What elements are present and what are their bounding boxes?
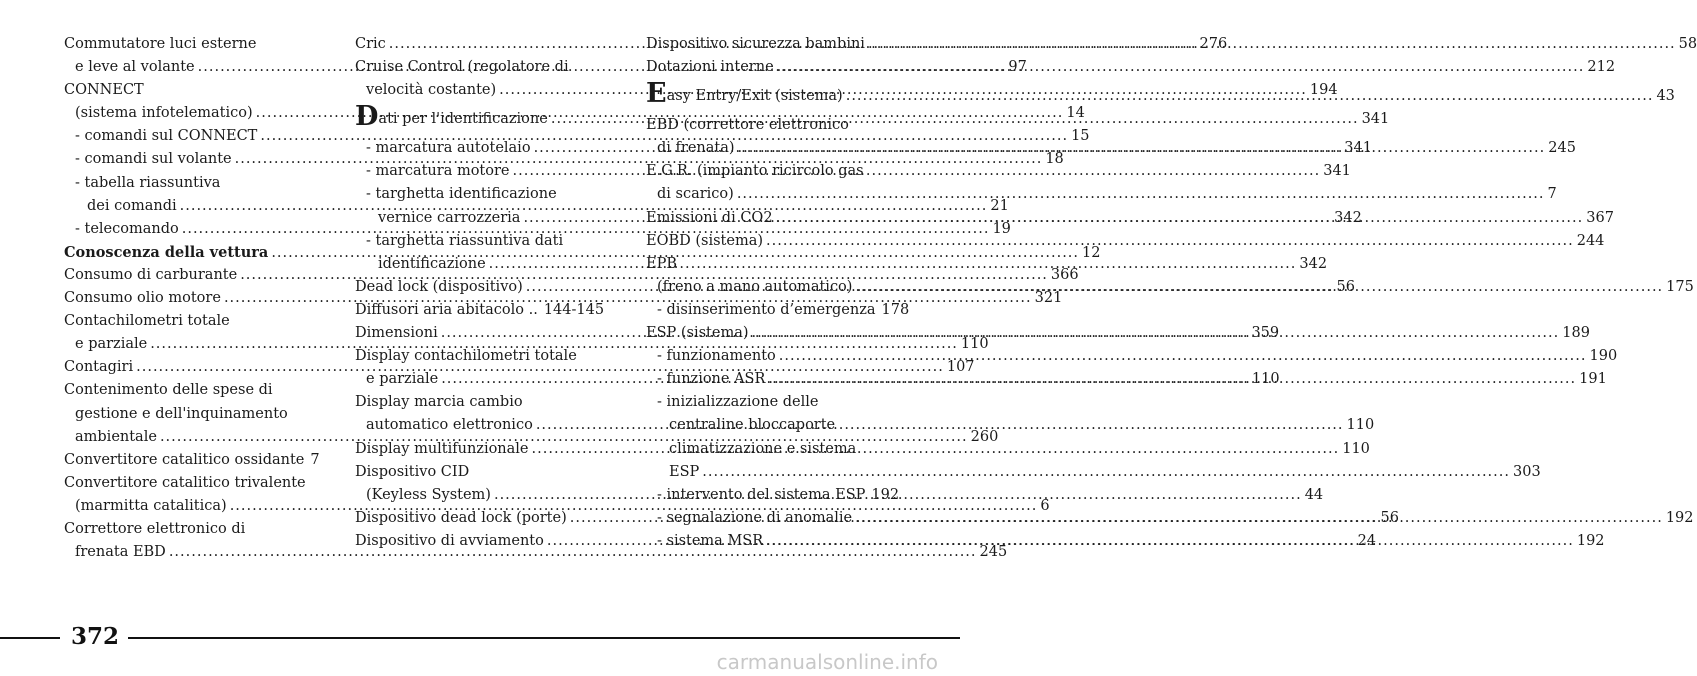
entry-label: Contenimento delle spese di: [64, 382, 273, 399]
entry-text: [75, 56, 195, 79]
entry-text: [355, 438, 529, 461]
entry-label: - disinserimento d’emergenza: [657, 301, 876, 318]
entry-text: [646, 114, 849, 137]
entry-label: Contagiri: [64, 359, 134, 376]
entry-text: [75, 125, 257, 148]
entry-text: [355, 530, 544, 553]
entry-text: [75, 102, 253, 125]
index-entry: [355, 299, 603, 322]
entry-text: [657, 137, 735, 160]
entry-text: [366, 137, 531, 160]
index-entry: [355, 391, 603, 414]
entry-label: centraline bloccaporte: [669, 417, 836, 434]
entry-label: - targhetta riassuntiva dati: [366, 232, 564, 249]
entry-label: (marmitta catalitica): [75, 497, 227, 514]
entry-label: Display multifunzionale: [355, 440, 529, 457]
entry-page-number: 245: [1548, 140, 1576, 157]
index-entry: [646, 414, 894, 437]
entry-text: [657, 345, 776, 368]
entry-text: [646, 207, 773, 230]
entry-label: Emissioni di CO2: [646, 209, 773, 226]
entry-page-number: 244: [1576, 232, 1605, 249]
entry-text: [646, 160, 864, 183]
leader-dots: [738, 137, 1546, 160]
leader-dots: [766, 530, 1574, 553]
entry-page-number: 175: [1666, 278, 1694, 295]
entry-page-number: 110: [1251, 371, 1280, 388]
index-entry: [64, 172, 315, 195]
entry-label: Consumo olio motore: [64, 290, 221, 307]
entry-page-number: 342: [1299, 255, 1328, 272]
entry-label: - telecomando: [75, 220, 179, 237]
entry-label: - intervento del sistema ESP: [657, 486, 866, 503]
entry-text: [64, 79, 144, 102]
entry-label: Dispositivo sicurezza bambini: [646, 36, 865, 52]
entry-text: [355, 276, 523, 299]
entry-label: ESP (sistema): [646, 325, 749, 342]
entry-page-number: 321: [1034, 290, 1063, 307]
entry-label: frenata EBD: [75, 544, 166, 561]
leader-dots: [855, 507, 1663, 530]
entry-label: identificazione: [378, 255, 486, 272]
entry-page-number: 56: [1380, 509, 1399, 526]
entry-page-number: 192: [871, 486, 900, 503]
entry-page-number: 144-145: [543, 301, 605, 318]
entry-text: [366, 79, 496, 102]
leader-dots: [846, 79, 1654, 114]
leader-dots: [768, 368, 1576, 391]
entry-label: Cric: [355, 36, 386, 52]
entry-text: [355, 322, 438, 345]
entry-text: [657, 530, 763, 553]
entry-page-number: 245: [979, 544, 1008, 561]
entry-label: gestione e dell'inquinamento: [75, 405, 288, 422]
entry-label: - inizializzazione delle: [657, 394, 819, 411]
entry-label: - funzione ASR: [657, 371, 766, 388]
entry-label: - funzionamento: [657, 348, 776, 365]
index-entry: [64, 541, 1008, 564]
index-entry: [355, 56, 603, 79]
entry-label: vernice carrozzeria: [378, 209, 521, 226]
entry-text: [646, 79, 843, 114]
entry-page-number: 44: [1304, 486, 1324, 503]
entry-text: [657, 183, 734, 206]
entry-label: E.G.R. (impianto ricircolo gas: [646, 163, 864, 180]
entry-text: [355, 299, 538, 322]
leader-dots: [779, 345, 1587, 368]
leader-dots: [737, 183, 1545, 206]
entry-page-number: 107: [946, 359, 975, 376]
entry-label: dei comandi: [87, 197, 177, 214]
entry-label: Display marcia cambio: [355, 394, 523, 411]
entry-label: di frenata): [657, 140, 735, 157]
entry-page-number: 341: [1361, 111, 1390, 128]
entry-text: [355, 345, 577, 368]
entry-label: e parziale: [366, 371, 439, 388]
entry-page-number: 212: [1587, 59, 1616, 76]
entry-page-number: 192: [1576, 532, 1605, 549]
entry-text: [657, 276, 852, 299]
entry-label: Dispositivo dead lock (porte): [355, 509, 567, 526]
leader-dots: [702, 461, 1510, 484]
entry-label: Dimensioni: [355, 325, 438, 342]
entry-text: [355, 391, 523, 414]
entry-label: - tabella riassuntiva: [75, 174, 221, 191]
entry-label: CONNECT: [64, 82, 144, 99]
index-entry: [64, 403, 315, 426]
entry-text: [75, 403, 288, 426]
entry-label: ati per l'identificazione: [378, 111, 548, 128]
entry-label: asy Entry/Exit (sistema): [666, 88, 843, 105]
entry-label: - marcatura motore: [366, 163, 510, 180]
entry-text: [75, 218, 179, 241]
entry-text: [355, 461, 469, 484]
entry-label: - comandi sul CONNECT: [75, 128, 258, 145]
entry-text: [64, 33, 256, 56]
entry-text: [646, 322, 749, 345]
entry-page-number: 276: [1199, 36, 1228, 52]
entry-text: [64, 287, 221, 310]
entry-label: Cruise Control (regolatore di: [355, 59, 569, 76]
entry-page-number: 43: [1656, 88, 1675, 105]
entry-label: (Keyless System): [366, 486, 491, 503]
entry-page-number: 24: [1357, 532, 1377, 549]
entry-text: [378, 253, 486, 276]
entry-text: [64, 356, 133, 379]
entry-page-number: 366: [1050, 266, 1079, 283]
index-entry: [355, 461, 603, 484]
index-entry: [646, 253, 894, 276]
watermark: carmanualsonline.info: [716, 650, 938, 674]
entry-page-number: 192: [1665, 509, 1694, 526]
entry-page-number: 191: [1579, 371, 1607, 388]
entry-text: [64, 449, 304, 472]
entry-label: EBD (correttore elettronico: [646, 117, 849, 134]
entry-label: e parziale: [75, 336, 148, 353]
entry-label: Diffusori aria abitacolo ..: [355, 301, 538, 318]
index-entry: [646, 160, 894, 183]
index-entry: [64, 79, 315, 102]
entry-label: di scarico): [657, 186, 734, 203]
entry-text: [75, 148, 232, 171]
index-entry: [646, 484, 900, 507]
entry-label: Commutatore luci esterne: [64, 36, 257, 52]
entry-text: [366, 160, 510, 183]
entry-page-number: 58: [1678, 36, 1697, 52]
entry-label: Dotazioni interne: [646, 59, 774, 76]
drop-initial: E: [646, 78, 667, 110]
entry-page-number: 6: [1040, 497, 1050, 514]
entry-text: [64, 310, 230, 333]
footer-rule-right: [128, 637, 960, 639]
leader-dots: [868, 33, 1676, 56]
entry-text: [669, 438, 856, 461]
entry-page-number: 12: [1082, 244, 1101, 261]
entry-label: ambientale: [75, 428, 157, 445]
leader-dots: [855, 276, 1663, 299]
index-entry: [64, 518, 315, 541]
entry-label: EOBD (sistema): [646, 232, 763, 249]
entry-page-number: 21: [990, 197, 1009, 214]
entry-page-number: 19: [992, 220, 1011, 237]
index-entry: [64, 33, 315, 56]
entry-text: [355, 507, 567, 530]
entry-text: [646, 33, 865, 56]
index-entry: [355, 345, 603, 368]
entry-text: [669, 461, 699, 484]
entry-label: climatizzazione e sistema: [669, 440, 857, 457]
entry-page-number: 342: [1334, 209, 1362, 226]
entry-page-number: 15: [1071, 128, 1090, 145]
entry-text: [366, 183, 557, 206]
entry-label: Consumo di carburante: [64, 266, 238, 283]
entry-label: Dispositivo CID: [355, 463, 470, 480]
entry-page-number: 110: [1346, 417, 1375, 434]
entry-page-number: 303: [1513, 463, 1541, 480]
entry-text: [75, 426, 157, 449]
entry-page-number: 178: [881, 301, 910, 318]
leader-dots: [777, 56, 1585, 79]
entry-text: [75, 172, 220, 195]
entry-label: - marcatura autotelaio: [366, 140, 531, 157]
entry-page-number: 56: [1336, 278, 1355, 295]
entry-text: [355, 56, 569, 79]
entry-label: Convertitore catalitico trivalente: [64, 474, 306, 491]
entry-label: Correttore elettronico di: [64, 520, 246, 537]
entry-page-number: 341: [1323, 163, 1351, 180]
leader-dots: [766, 230, 1574, 253]
entry-label: Display contachilometri totale: [355, 348, 577, 365]
entry-text: [646, 230, 763, 253]
entry-label: - targhetta identificazione: [366, 186, 557, 203]
drop-initial: D: [355, 101, 379, 133]
entry-text: [64, 379, 273, 402]
entry-label: automatico elettronico: [366, 417, 533, 434]
entry-page-number: 14: [1066, 105, 1085, 122]
entry-label: velocità costante): [366, 82, 497, 99]
entry-label: e leve al volante: [75, 59, 195, 76]
entry-text: [366, 414, 533, 437]
entry-text: [657, 391, 819, 414]
entry-text: [355, 33, 386, 56]
entry-text: [64, 241, 268, 264]
entry-page-number: 97: [1008, 59, 1027, 76]
entry-label: (freno a mano automatico): [657, 278, 853, 295]
entry-page-number: 194: [1309, 82, 1338, 99]
entry-page-number: 359: [1251, 325, 1280, 342]
entry-label: Convertitore catalitico ossidante: [64, 451, 305, 468]
entry-label: Dead lock (dispositivo): [355, 278, 523, 295]
entry-text: [64, 264, 237, 287]
entry-text: [75, 495, 227, 518]
entry-page-number: 110: [960, 336, 989, 353]
entry-label: (sistema infotelematico): [75, 105, 253, 122]
index-entry: [646, 114, 894, 137]
leader-dots: [513, 160, 1321, 183]
entry-label: - sistema MSR: [657, 532, 764, 549]
index-entry: [64, 310, 315, 333]
index-entry: [646, 438, 894, 461]
entry-label: ESP: [669, 463, 700, 480]
entry-text: [378, 207, 520, 230]
entry-text: [64, 518, 245, 541]
entry-text: [646, 56, 774, 79]
entry-label: Contachilometri totale: [64, 313, 230, 330]
entry-label: EPB: [646, 255, 677, 272]
entry-page-number: 190: [1589, 348, 1618, 365]
index-entry: [355, 183, 603, 206]
entry-text: [64, 472, 306, 495]
entry-text: [657, 507, 852, 530]
entry-page-number: 18: [1045, 151, 1064, 168]
entry-text: [87, 195, 177, 218]
entry-text: [657, 368, 765, 391]
page-number: 372: [70, 623, 119, 650]
entry-label: - comandi sul volante: [75, 151, 232, 168]
entry-page-number: 367: [1586, 209, 1614, 226]
entry-page-number: 7: [310, 451, 320, 468]
entry-label: Conoscenza della vettura: [64, 243, 269, 261]
entry-text: [366, 368, 438, 391]
entry-text: [366, 230, 563, 253]
index-entry: [646, 391, 894, 414]
entry-page-number: 260: [970, 428, 999, 445]
entry-label: - segnalazione di anomalie: [657, 509, 853, 526]
index-entry: [646, 461, 1541, 484]
entry-page-number: 7: [1547, 186, 1557, 203]
index-entry: [355, 230, 603, 253]
index-entry: [64, 449, 320, 472]
entry-text: [75, 333, 147, 356]
entry-text: [646, 253, 677, 276]
entry-page-number: 341: [1344, 140, 1372, 157]
leader-dots: [752, 322, 1560, 345]
index-entry: [646, 299, 910, 322]
entry-page-number: 189: [1562, 325, 1590, 342]
entry-text: [366, 484, 491, 507]
entry-text: [657, 299, 876, 322]
index-entry: [64, 472, 315, 495]
entry-text: [75, 541, 166, 564]
footer-rule-left: [0, 637, 60, 639]
entry-label: Dispositivo di avviamento: [355, 532, 544, 549]
entry-text: [355, 102, 548, 137]
index-entry: [64, 379, 315, 402]
leader-dots: [776, 207, 1584, 230]
entry-page-number: 110: [1342, 440, 1370, 457]
entry-text: [669, 414, 835, 437]
entry-text: [657, 484, 865, 507]
